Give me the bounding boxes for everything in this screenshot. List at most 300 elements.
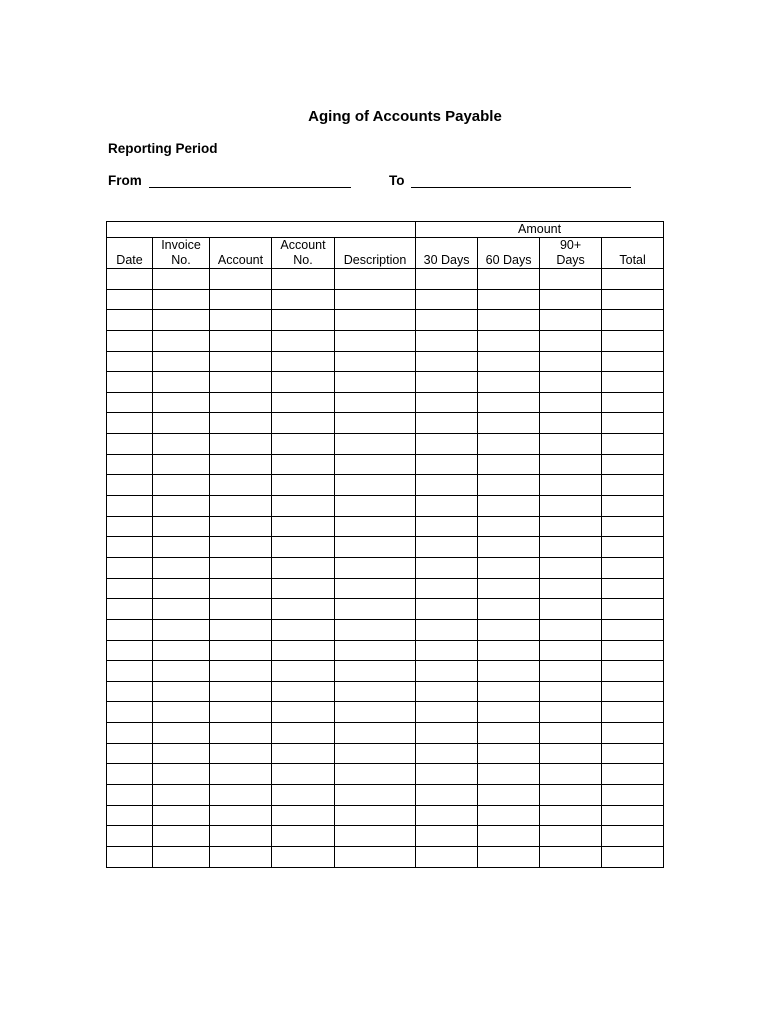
table-cell[interactable]: [210, 743, 272, 764]
table-row: [107, 310, 664, 331]
table-cell[interactable]: [478, 310, 540, 331]
table-cell[interactable]: [335, 702, 416, 723]
table-cell[interactable]: [540, 681, 602, 702]
table-cell[interactable]: [210, 640, 272, 661]
table-cell[interactable]: [540, 516, 602, 537]
table-cell[interactable]: [540, 269, 602, 290]
table-cell[interactable]: [153, 640, 210, 661]
table-cell[interactable]: [478, 661, 540, 682]
table-cell[interactable]: [602, 537, 664, 558]
table-cell[interactable]: [602, 681, 664, 702]
table-cell[interactable]: [478, 475, 540, 496]
table-row: [107, 454, 664, 475]
table-cell[interactable]: [478, 372, 540, 393]
table-cell[interactable]: [107, 372, 153, 393]
table-cell[interactable]: [478, 702, 540, 723]
table-cell[interactable]: [335, 764, 416, 785]
table-cell[interactable]: [416, 578, 478, 599]
table-cell[interactable]: [540, 805, 602, 826]
table-cell[interactable]: [107, 557, 153, 578]
table-cell[interactable]: [210, 310, 272, 331]
to-field[interactable]: [411, 187, 631, 188]
table-cell[interactable]: [335, 269, 416, 290]
table-cell[interactable]: [478, 846, 540, 867]
table-cell[interactable]: [153, 537, 210, 558]
table-cell[interactable]: [540, 475, 602, 496]
table-cell[interactable]: [335, 805, 416, 826]
page-title: Aging of Accounts Payable: [308, 108, 502, 125]
table-cell[interactable]: [107, 269, 153, 290]
table-cell[interactable]: [540, 310, 602, 331]
table-cell[interactable]: [335, 516, 416, 537]
column-header: [210, 238, 272, 269]
table-cell[interactable]: [107, 289, 153, 310]
table-cell[interactable]: [153, 372, 210, 393]
table-cell[interactable]: [210, 289, 272, 310]
table-cell[interactable]: [416, 330, 478, 351]
table-cell[interactable]: [153, 310, 210, 331]
table-cell[interactable]: [540, 454, 602, 475]
table-cell[interactable]: [272, 723, 335, 744]
from-field[interactable]: [149, 187, 351, 188]
table-cell[interactable]: [153, 392, 210, 413]
table-cell[interactable]: [335, 454, 416, 475]
table-cell[interactable]: [210, 619, 272, 640]
table-cell[interactable]: [416, 785, 478, 806]
table-cell[interactable]: [478, 681, 540, 702]
column-header: [153, 238, 210, 269]
table-cell[interactable]: [540, 537, 602, 558]
table-cell[interactable]: [335, 846, 416, 867]
table-cell[interactable]: [210, 785, 272, 806]
table-cell[interactable]: [540, 702, 602, 723]
table-cell[interactable]: [272, 351, 335, 372]
table-cell[interactable]: [107, 537, 153, 558]
column-header-line2: No.: [293, 253, 313, 267]
table-cell[interactable]: [335, 743, 416, 764]
table-cell[interactable]: [478, 640, 540, 661]
table-cell[interactable]: [107, 640, 153, 661]
table-cell[interactable]: [107, 599, 153, 620]
table-cell[interactable]: [416, 289, 478, 310]
table-cell[interactable]: [153, 805, 210, 826]
table-cell[interactable]: [107, 454, 153, 475]
table-cell[interactable]: [540, 557, 602, 578]
table-cell[interactable]: [416, 434, 478, 455]
table-cell[interactable]: [335, 310, 416, 331]
table-cell[interactable]: [210, 454, 272, 475]
table-cell[interactable]: [272, 330, 335, 351]
table-cell[interactable]: [602, 599, 664, 620]
table-cell[interactable]: [107, 846, 153, 867]
table-cell[interactable]: [540, 434, 602, 455]
table-cell[interactable]: [416, 496, 478, 517]
table-cell[interactable]: [107, 723, 153, 744]
table-cell[interactable]: [107, 826, 153, 847]
table-cell[interactable]: [335, 372, 416, 393]
table-cell[interactable]: [272, 599, 335, 620]
table-cell[interactable]: [602, 475, 664, 496]
table-cell[interactable]: [210, 764, 272, 785]
table-cell[interactable]: [478, 330, 540, 351]
table-cell[interactable]: [107, 475, 153, 496]
table-cell[interactable]: [153, 269, 210, 290]
table-row: [107, 516, 664, 537]
table-row: [107, 723, 664, 744]
table-cell[interactable]: [335, 434, 416, 455]
table-cell[interactable]: [210, 516, 272, 537]
table-row: [107, 785, 664, 806]
table-cell[interactable]: [210, 578, 272, 599]
table-cell[interactable]: [416, 723, 478, 744]
table-cell[interactable]: [107, 578, 153, 599]
table-cell[interactable]: [210, 330, 272, 351]
table-cell[interactable]: [478, 805, 540, 826]
table-cell[interactable]: [416, 640, 478, 661]
table-cell[interactable]: [153, 496, 210, 517]
table-cell[interactable]: [335, 723, 416, 744]
table-cell[interactable]: [602, 619, 664, 640]
table-cell[interactable]: [153, 351, 210, 372]
table-cell[interactable]: [540, 619, 602, 640]
table-cell[interactable]: [272, 434, 335, 455]
table-cell[interactable]: [416, 619, 478, 640]
table-cell[interactable]: [272, 681, 335, 702]
aging-table: [106, 221, 664, 868]
table-cell[interactable]: [416, 599, 478, 620]
table-row: [107, 619, 664, 640]
table-cell[interactable]: [540, 723, 602, 744]
table-cell[interactable]: [272, 640, 335, 661]
reporting-period-label: Reporting Period: [108, 141, 218, 156]
table-cell[interactable]: [272, 269, 335, 290]
table-cell[interactable]: [335, 599, 416, 620]
table-cell[interactable]: [107, 310, 153, 331]
table-cell[interactable]: [210, 826, 272, 847]
table-cell[interactable]: [153, 289, 210, 310]
table-cell[interactable]: [416, 661, 478, 682]
table-cell[interactable]: [272, 846, 335, 867]
table-cell[interactable]: [153, 661, 210, 682]
table-cell[interactable]: [153, 413, 210, 434]
table-cell[interactable]: [602, 805, 664, 826]
table-cell[interactable]: [416, 702, 478, 723]
table-cell[interactable]: [107, 681, 153, 702]
table-cell[interactable]: [602, 826, 664, 847]
table-cell[interactable]: [153, 723, 210, 744]
table-cell[interactable]: [335, 330, 416, 351]
table-cell[interactable]: [416, 557, 478, 578]
table-cell[interactable]: [478, 351, 540, 372]
table-cell[interactable]: [602, 392, 664, 413]
table-cell[interactable]: [416, 372, 478, 393]
table-cell[interactable]: [416, 475, 478, 496]
table-cell[interactable]: [540, 826, 602, 847]
table-cell[interactable]: [210, 475, 272, 496]
table-cell[interactable]: [478, 743, 540, 764]
table-cell[interactable]: [153, 743, 210, 764]
table-row: [107, 413, 664, 434]
table-cell[interactable]: [272, 537, 335, 558]
table-cell[interactable]: [335, 496, 416, 517]
table-cell[interactable]: [602, 578, 664, 599]
table-cell[interactable]: [107, 764, 153, 785]
table-row: [107, 599, 664, 620]
table-cell[interactable]: [416, 743, 478, 764]
table-cell[interactable]: [335, 289, 416, 310]
table-cell[interactable]: [602, 434, 664, 455]
table-cell[interactable]: [478, 454, 540, 475]
column-header-line2: No.: [171, 253, 191, 267]
table-cell[interactable]: [335, 578, 416, 599]
table-cell[interactable]: [478, 496, 540, 517]
table-cell[interactable]: [272, 826, 335, 847]
table-cell[interactable]: [416, 310, 478, 331]
table-cell[interactable]: [478, 289, 540, 310]
table-row: [107, 578, 664, 599]
table-cell[interactable]: [272, 310, 335, 331]
table-cell[interactable]: [540, 785, 602, 806]
table-cell[interactable]: [602, 516, 664, 537]
column-header-line1: Invoice: [161, 238, 201, 252]
table-cell[interactable]: [416, 826, 478, 847]
table-cell[interactable]: [210, 269, 272, 290]
column-header-line2: Description: [343, 253, 407, 267]
table-cell[interactable]: [540, 496, 602, 517]
table-cell[interactable]: [602, 496, 664, 517]
table-cell[interactable]: [107, 805, 153, 826]
table-cell[interactable]: [107, 516, 153, 537]
table-cell[interactable]: [210, 723, 272, 744]
table-cell[interactable]: [602, 289, 664, 310]
table-cell[interactable]: [602, 743, 664, 764]
table-cell[interactable]: [272, 619, 335, 640]
table-cell[interactable]: [107, 392, 153, 413]
table-cell[interactable]: [335, 557, 416, 578]
table-cell[interactable]: [478, 269, 540, 290]
table-cell[interactable]: [478, 764, 540, 785]
table-cell[interactable]: [153, 578, 210, 599]
table-cell[interactable]: [210, 372, 272, 393]
table-cell[interactable]: [478, 413, 540, 434]
table-cell[interactable]: [153, 764, 210, 785]
table-cell[interactable]: [416, 537, 478, 558]
table-cell[interactable]: [335, 392, 416, 413]
table-cell[interactable]: [416, 454, 478, 475]
table-cell[interactable]: [540, 392, 602, 413]
table-cell[interactable]: [210, 496, 272, 517]
table-cell[interactable]: [153, 599, 210, 620]
table-cell[interactable]: [540, 743, 602, 764]
table-cell[interactable]: [602, 785, 664, 806]
column-header: [107, 238, 153, 269]
table-cell[interactable]: [210, 434, 272, 455]
table-row: [107, 475, 664, 496]
table-cell[interactable]: [602, 846, 664, 867]
table-cell[interactable]: [153, 434, 210, 455]
table-cell[interactable]: [107, 413, 153, 434]
table-cell[interactable]: [416, 764, 478, 785]
table-cell[interactable]: [107, 743, 153, 764]
table-cell[interactable]: [107, 351, 153, 372]
table-cell[interactable]: [107, 619, 153, 640]
table-cell[interactable]: [153, 785, 210, 806]
column-header-line2: 60 Days: [485, 253, 532, 267]
table-cell[interactable]: [107, 330, 153, 351]
table-cell[interactable]: [210, 557, 272, 578]
table-cell[interactable]: [210, 702, 272, 723]
table-cell[interactable]: [416, 392, 478, 413]
table-cell[interactable]: [478, 826, 540, 847]
table-cell[interactable]: [272, 516, 335, 537]
table-cell[interactable]: [540, 640, 602, 661]
column-header-line2: Date: [116, 253, 143, 267]
table-cell[interactable]: [335, 413, 416, 434]
table-cell[interactable]: [335, 661, 416, 682]
column-header: [540, 238, 602, 269]
table-cell[interactable]: [272, 702, 335, 723]
table-cell[interactable]: [602, 372, 664, 393]
table-cell[interactable]: [272, 454, 335, 475]
table-cell[interactable]: [478, 578, 540, 599]
table-cell[interactable]: [153, 681, 210, 702]
table-cell[interactable]: [416, 516, 478, 537]
table-cell[interactable]: [153, 557, 210, 578]
table-cell[interactable]: [153, 846, 210, 867]
table-cell[interactable]: [210, 681, 272, 702]
table-row: [107, 351, 664, 372]
table-cell[interactable]: [153, 826, 210, 847]
column-header-line2: Total: [619, 253, 646, 267]
table-cell[interactable]: [272, 578, 335, 599]
table-cell[interactable]: [540, 372, 602, 393]
table-cell[interactable]: [602, 310, 664, 331]
table-cell[interactable]: [210, 661, 272, 682]
table-cell[interactable]: [107, 496, 153, 517]
table-cell[interactable]: [416, 351, 478, 372]
table-cell[interactable]: [272, 496, 335, 517]
table-cell[interactable]: [107, 434, 153, 455]
table-cell[interactable]: [416, 805, 478, 826]
table-row: [107, 269, 664, 290]
table-cell[interactable]: [272, 372, 335, 393]
table-cell[interactable]: [602, 640, 664, 661]
table-cell[interactable]: [540, 599, 602, 620]
table-cell[interactable]: [540, 351, 602, 372]
table-cell[interactable]: [478, 537, 540, 558]
table-cell[interactable]: [335, 681, 416, 702]
table-cell[interactable]: [602, 413, 664, 434]
table-cell[interactable]: [335, 826, 416, 847]
table-row: [107, 289, 664, 310]
to-label: To: [389, 173, 405, 188]
table-cell[interactable]: [540, 764, 602, 785]
table-cell[interactable]: [478, 516, 540, 537]
table-row: [107, 826, 664, 847]
table-cell[interactable]: [272, 392, 335, 413]
column-header: [335, 238, 416, 269]
table-cell[interactable]: [335, 785, 416, 806]
table-cell[interactable]: [478, 785, 540, 806]
table-cell[interactable]: [540, 578, 602, 599]
table-cell[interactable]: [272, 764, 335, 785]
table-cell[interactable]: [602, 723, 664, 744]
table-cell[interactable]: [272, 289, 335, 310]
table-cell[interactable]: [272, 557, 335, 578]
table-cell[interactable]: [153, 454, 210, 475]
table-cell[interactable]: [478, 723, 540, 744]
column-header-line2: Days: [556, 253, 585, 267]
table-cell[interactable]: [602, 702, 664, 723]
table-cell[interactable]: [153, 516, 210, 537]
table-cell[interactable]: [335, 640, 416, 661]
table-row: [107, 805, 664, 826]
table-cell[interactable]: [478, 434, 540, 455]
table-cell[interactable]: [335, 351, 416, 372]
blank-group-header: [107, 222, 416, 238]
table-cell[interactable]: [416, 681, 478, 702]
table-cell[interactable]: [107, 661, 153, 682]
table-cell[interactable]: [602, 351, 664, 372]
table-cell[interactable]: [602, 330, 664, 351]
table-cell[interactable]: [478, 557, 540, 578]
table-cell[interactable]: [602, 661, 664, 682]
table-cell[interactable]: [540, 846, 602, 867]
table-cell[interactable]: [272, 785, 335, 806]
table-cell[interactable]: [602, 764, 664, 785]
table-cell[interactable]: [540, 661, 602, 682]
table-cell[interactable]: [153, 702, 210, 723]
table-cell[interactable]: [272, 805, 335, 826]
table-cell[interactable]: [210, 846, 272, 867]
table-cell[interactable]: [272, 475, 335, 496]
table-cell[interactable]: [335, 537, 416, 558]
table-cell[interactable]: [153, 475, 210, 496]
table-cell[interactable]: [272, 661, 335, 682]
table-cell[interactable]: [210, 599, 272, 620]
table-cell[interactable]: [335, 619, 416, 640]
table-row: [107, 640, 664, 661]
table-cell[interactable]: [416, 413, 478, 434]
table-cell[interactable]: [107, 702, 153, 723]
table-cell[interactable]: [602, 269, 664, 290]
table-cell[interactable]: [210, 351, 272, 372]
table-cell[interactable]: [272, 743, 335, 764]
table-cell[interactable]: [153, 619, 210, 640]
table-cell[interactable]: [478, 392, 540, 413]
column-header-line2: Account: [217, 253, 264, 267]
table-cell[interactable]: [210, 805, 272, 826]
table-cell[interactable]: [540, 330, 602, 351]
amount-group-header: Amount: [416, 222, 664, 238]
table-cell[interactable]: [540, 289, 602, 310]
table-cell[interactable]: [335, 475, 416, 496]
table-cell[interactable]: [210, 537, 272, 558]
table-cell[interactable]: [153, 330, 210, 351]
table-cell[interactable]: [210, 392, 272, 413]
table-cell[interactable]: [602, 454, 664, 475]
table-cell[interactable]: [416, 269, 478, 290]
table-cell[interactable]: [602, 557, 664, 578]
table-cell[interactable]: [478, 599, 540, 620]
table-cell[interactable]: [416, 846, 478, 867]
table-cell[interactable]: [478, 619, 540, 640]
table-cell[interactable]: [540, 413, 602, 434]
table-row: [107, 330, 664, 351]
table-cell[interactable]: [107, 785, 153, 806]
table-cell[interactable]: [210, 413, 272, 434]
table-cell[interactable]: [272, 413, 335, 434]
